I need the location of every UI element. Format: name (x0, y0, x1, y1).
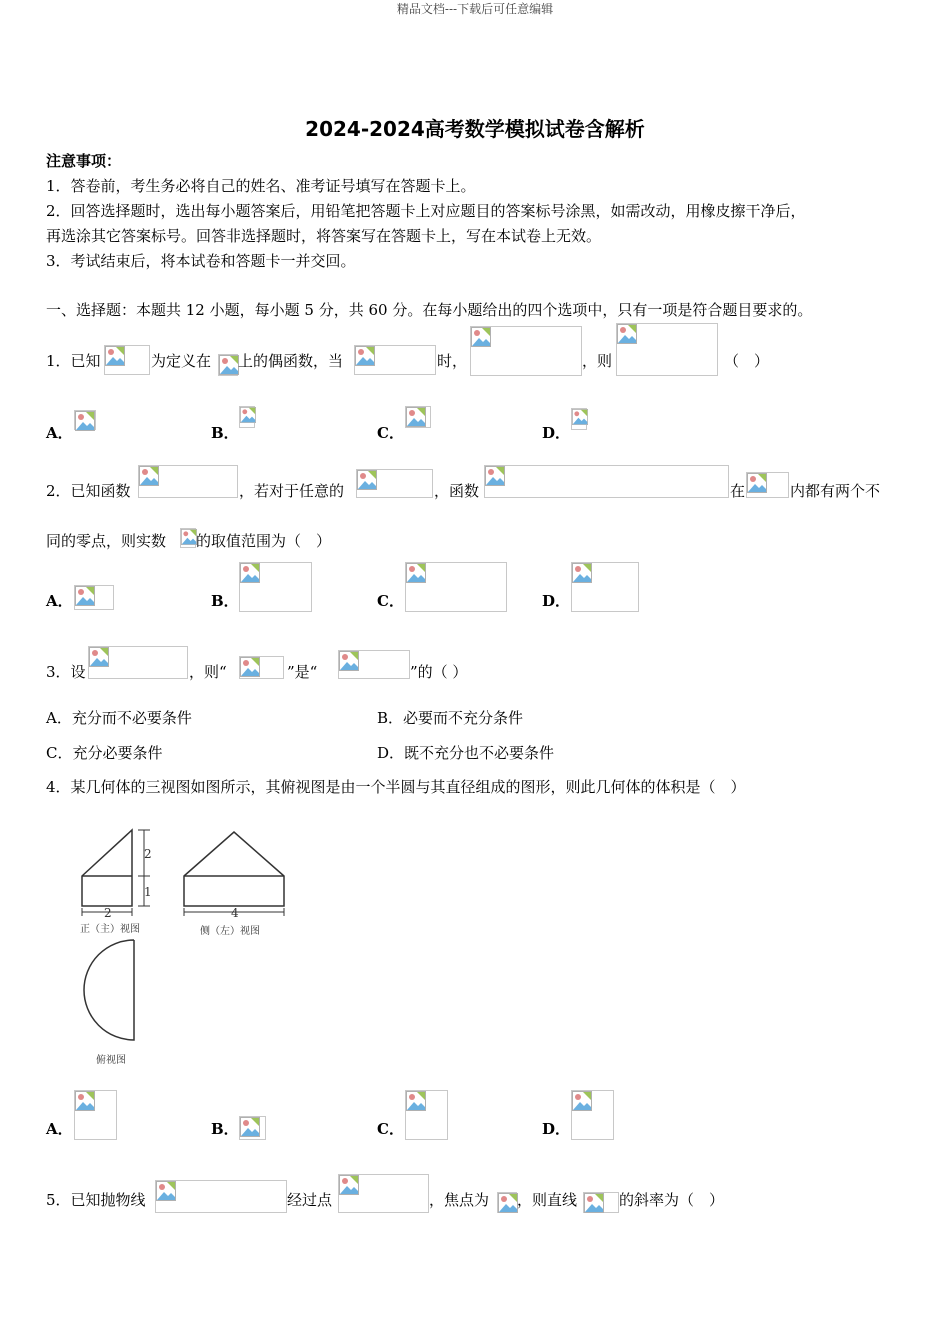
notice-item-2-cont: 再选涂其它答案标号。回答非选择题时，将答案写在答题卡上，写在本试卷上无效。 (46, 227, 602, 245)
q3-option-c: C．充分必要条件 (46, 744, 163, 762)
q1-text-1: 为定义在 (151, 352, 212, 370)
broken-image-icon (572, 409, 588, 425)
broken-image-icon (498, 1193, 518, 1213)
q1-option-b-image (239, 406, 255, 428)
broken-image-icon (240, 407, 256, 423)
broken-image-icon (75, 586, 95, 606)
q2-option-d-label: D． (542, 592, 571, 610)
header-watermark: 精品文档---下载后可任意编辑 (396, 2, 554, 16)
q1-option-d-image (571, 408, 587, 430)
q1-formula-image-3 (354, 345, 436, 375)
front-view-dim-2-top: 2 (144, 847, 152, 861)
broken-image-icon (572, 1091, 592, 1111)
notice-heading: 注意事项： (46, 152, 122, 170)
q2-text-4: 内都有两个不 (790, 482, 881, 500)
q5-text-4: 的斜率为（ ） (619, 1191, 725, 1209)
q3-formula-image-3 (338, 650, 410, 679)
broken-image-icon (339, 1175, 359, 1195)
q1-text-2: 上的偶函数，当 (238, 352, 344, 370)
q4-option-b-label: B． (211, 1120, 239, 1138)
q2-formula-image-3 (484, 465, 729, 498)
q1-answer-paren: （ ） (724, 352, 770, 370)
q2-option-c-image (405, 562, 507, 612)
q2-formula-image-1 (138, 465, 238, 498)
broken-image-icon (406, 563, 426, 583)
q5-formula-image-1 (155, 1180, 287, 1213)
front-view-label: 正（主）视图 (80, 924, 140, 935)
q5-formula-image-3 (497, 1192, 517, 1213)
q5-formula-image-4 (583, 1192, 619, 1213)
broken-image-icon (406, 1091, 426, 1111)
q4-text: 4．某几何体的三视图如图所示，其俯视图是由一个半圆与其直径组成的图形，则此几何体的体积是（ ） (46, 778, 746, 796)
q1-option-d-label: D． (542, 424, 571, 442)
broken-image-icon (339, 651, 359, 671)
q1-text-3: 时， (437, 352, 468, 370)
q5-text-2: ，焦点为 (429, 1191, 490, 1209)
q3-text-2: ”是“ (287, 663, 318, 681)
page-title: 2024-2024高考数学模拟试卷含解析 (305, 117, 645, 141)
notice-item-2: 2．回答选择题时，选出每小题答案后，用铅笔把答题卡上对应题目的答案标号涂黑，如需改动，用橡皮擦干净后， (46, 202, 806, 220)
q1-option-c-label: C． (377, 424, 404, 442)
front-view-shape (82, 830, 132, 906)
q3-option-b: B．必要而不充分条件 (377, 709, 524, 727)
q3-formula-image-2 (239, 656, 284, 679)
side-view-dim-4: 4 (231, 906, 239, 920)
q1-text-4: ，则 (582, 352, 613, 370)
q5-text-1: 经过点 (287, 1191, 333, 1209)
side-view-label: 侧（左）视图 (200, 926, 260, 937)
q2-option-d-image (571, 562, 639, 612)
q4-option-a-image (74, 1090, 117, 1140)
q2-line2-a: 同的零点，则实数 (46, 532, 167, 550)
broken-image-icon (747, 473, 767, 493)
broken-image-icon (75, 1091, 95, 1111)
q2-text-3: 在 (730, 482, 746, 500)
q3-formula-image-1 (88, 646, 188, 679)
q5-text-3: ，则直线 (517, 1191, 578, 1209)
q2-formula-image-4 (746, 472, 789, 498)
front-view-dim-2-bottom: 2 (104, 906, 112, 920)
broken-image-icon (357, 470, 377, 490)
q4-option-d-label: D． (542, 1120, 571, 1138)
q1-option-a-image (74, 410, 96, 430)
notice-item-3: 3．考试结束后，将本试卷和答题卡一并交回。 (46, 252, 356, 270)
q2-text-1: ，若对于任意的 (239, 482, 345, 500)
top-view-semicircle (84, 940, 134, 1040)
q2-option-b-label: B． (211, 592, 239, 610)
broken-image-icon (219, 355, 239, 375)
broken-image-icon (139, 466, 159, 486)
q4-option-a-label: A． (46, 1120, 73, 1138)
q4-option-c-image (405, 1090, 448, 1140)
broken-image-icon (89, 647, 109, 667)
broken-image-icon (75, 411, 95, 431)
broken-image-icon (584, 1193, 604, 1213)
q5-formula-image-2 (338, 1174, 429, 1213)
q1-option-a-label: A． (46, 424, 73, 442)
q2-option-a-label: A． (46, 592, 73, 610)
broken-image-icon (355, 346, 375, 366)
q2-prefix: 2．已知函数 (46, 482, 131, 500)
q3-prefix: 3．设 (46, 663, 86, 681)
q3-option-a: A．充分而不必要条件 (46, 709, 192, 727)
q2-formula-image-2 (356, 469, 433, 498)
q1-formula-image-5 (616, 323, 718, 376)
q1-formula-image-2 (218, 354, 238, 376)
section-heading: 一、选择题：本题共 12 小题，每小题 5 分，共 60 分。在每小题给出的四个选项中，只有一项是符合题目要求的。 (46, 301, 813, 319)
q1-prefix: 1．已知 (46, 352, 101, 370)
broken-image-icon (617, 324, 637, 344)
broken-image-icon (240, 563, 260, 583)
broken-image-icon (485, 466, 505, 486)
q1-option-b-label: B． (211, 424, 239, 442)
q2-formula-image-5 (180, 528, 196, 548)
q4-three-view-figure (70, 822, 310, 1072)
broken-image-icon (240, 1117, 260, 1137)
broken-image-icon (181, 529, 197, 545)
q2-line2-b: 的取值范围为（ ） (196, 532, 332, 550)
side-view-shape (184, 832, 284, 906)
q2-text-2: ，函数 (434, 482, 480, 500)
broken-image-icon (156, 1181, 176, 1201)
notice-item-1: 1．答卷前，考生务必将自己的姓名、准考证号填写在答题卡上。 (46, 177, 476, 195)
front-view-dim-1: 1 (144, 885, 152, 899)
q1-formula-image-1 (104, 345, 150, 375)
q5-prefix: 5．已知抛物线 (46, 1191, 146, 1209)
q3-text-1: ，则“ (189, 663, 227, 681)
q4-option-d-image (571, 1090, 614, 1140)
q1-option-c-image (405, 406, 431, 428)
broken-image-icon (406, 407, 426, 427)
q2-option-b-image (239, 562, 312, 612)
broken-image-icon (572, 563, 592, 583)
broken-image-icon (105, 346, 125, 366)
q2-option-a-image (74, 585, 114, 610)
q1-formula-image-4 (470, 326, 582, 376)
top-view-label: 俯视图 (96, 1055, 126, 1066)
q3-option-d: D．既不充分也不必要条件 (377, 744, 555, 762)
q4-option-c-label: C． (377, 1120, 404, 1138)
q3-text-3: ”的（ ） (410, 663, 468, 681)
broken-image-icon (240, 657, 260, 677)
q4-option-b-image (239, 1116, 266, 1140)
broken-image-icon (471, 327, 491, 347)
q2-option-c-label: C． (377, 592, 404, 610)
